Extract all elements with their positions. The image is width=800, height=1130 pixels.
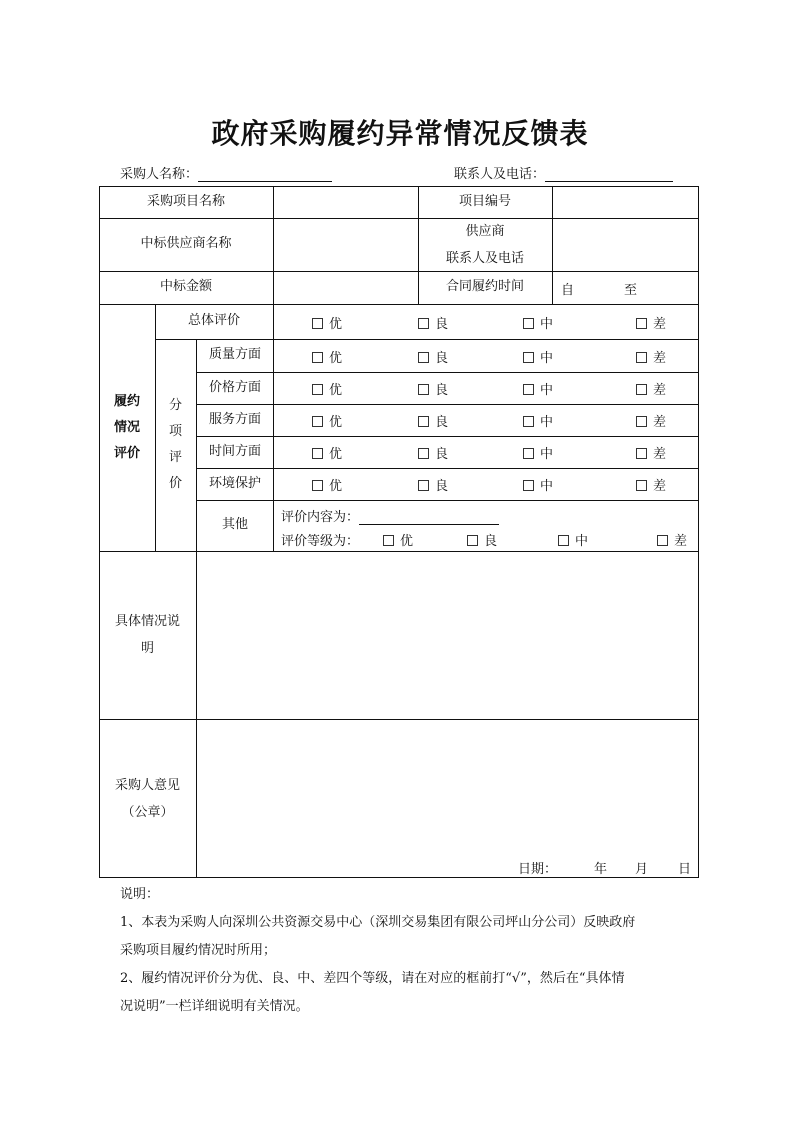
checkbox-icon (383, 535, 394, 546)
project-no-input[interactable] (553, 186, 699, 218)
checkbox-icon (523, 318, 534, 329)
page-title: 政府采购履约异常情况反馈表 (211, 117, 589, 150)
sub-label-line3: 评 (168, 450, 182, 465)
purchaser-label: 采购人名称： (120, 167, 199, 182)
checkbox-icon (312, 448, 323, 459)
checkbox-icon (636, 384, 647, 395)
checkbox-icon (418, 480, 429, 491)
other-grade-excellent[interactable]: 优 (383, 530, 413, 549)
details-input[interactable] (197, 552, 697, 718)
overall-grade-poor[interactable]: 差 (636, 313, 666, 332)
checkbox-icon (523, 352, 534, 363)
details-label-line2: 明 (140, 641, 154, 656)
checkbox-icon (418, 352, 429, 363)
contract-from-label: 自 (561, 283, 575, 298)
environment-grade-poor[interactable]: 差 (636, 475, 666, 494)
purchaser-field (120, 163, 332, 182)
overall-grade-good[interactable]: 良 (418, 313, 448, 332)
service-grade-medium[interactable]: 中 (523, 411, 553, 430)
notes-line1: 1、本表为采购人向深圳公共资源交易中心（深圳交易集团有限公司坪山分公司）反映政府 (120, 915, 636, 930)
project-name-input[interactable] (274, 186, 418, 218)
service-grade-good[interactable]: 良 (418, 411, 448, 430)
sub-eval-label (155, 339, 196, 551)
checkbox-icon (523, 384, 534, 395)
bid-amount-input[interactable] (274, 271, 418, 304)
checkbox-icon (312, 480, 323, 491)
checkbox-icon (312, 416, 323, 427)
supplier-name-label: 中标供应商名称 (140, 236, 232, 252)
environment-grade-medium[interactable]: 中 (523, 475, 553, 494)
sub-label-line1: 分 (168, 398, 182, 413)
price-label: 价格方面 (208, 379, 261, 395)
time-grade-excellent[interactable]: 优 (312, 443, 342, 462)
supplier-contact-input[interactable] (553, 218, 699, 271)
section-label-line2: 情况 (113, 419, 140, 435)
contact-field (454, 163, 673, 182)
project-no-label: 项目编号 (458, 193, 511, 209)
notes-heading: 说明： (120, 887, 160, 902)
contract-to-label: 至 (624, 283, 638, 298)
checkbox-icon (312, 352, 323, 363)
date-label: 日期： (518, 862, 558, 877)
overall-label: 总体评价 (187, 313, 240, 329)
checkbox-icon (312, 384, 323, 395)
date-year: 年 (594, 862, 608, 877)
time-grade-medium[interactable]: 中 (523, 443, 553, 462)
checkbox-icon (558, 535, 569, 546)
opinion-label-line2: （公章） (121, 804, 174, 820)
opinion-input[interactable] (197, 720, 697, 850)
other-grade-medium[interactable]: 中 (558, 530, 588, 549)
service-label: 服务方面 (208, 411, 261, 427)
section-label-line1: 履约 (113, 393, 140, 409)
quality-grade-good[interactable]: 良 (418, 347, 448, 366)
checkbox-icon (418, 384, 429, 395)
checkbox-icon (523, 416, 534, 427)
supplier-contact-line1: 供应商 (465, 223, 505, 239)
other-grade-label: 评价等级为： (281, 534, 360, 549)
notes-line3: 2、履约情况评价分为优、良、中、差四个等级，请在对应的框前打“√”，然后在“具体情 (120, 971, 625, 986)
service-grade-excellent[interactable]: 优 (312, 411, 342, 430)
project-name-label: 采购项目名称 (146, 193, 225, 209)
purchaser-blank[interactable] (198, 167, 332, 182)
quality-grade-poor[interactable]: 差 (636, 347, 666, 366)
checkbox-icon (657, 535, 668, 546)
checkbox-icon (636, 318, 647, 329)
sub-label-line2: 项 (168, 424, 182, 439)
opinion-label (99, 719, 196, 878)
checkbox-icon (418, 416, 429, 427)
sub-label-line4: 价 (168, 476, 182, 491)
service-grade-poor[interactable]: 差 (636, 411, 666, 430)
contract-time-label: 合同履约时间 (445, 279, 524, 295)
quality-grade-excellent[interactable]: 优 (312, 347, 342, 366)
time-label: 时间方面 (208, 443, 261, 459)
price-grade-good[interactable]: 良 (418, 379, 448, 398)
opinion-label-line1: 采购人意见 (114, 777, 180, 793)
price-grade-medium[interactable]: 中 (523, 379, 553, 398)
checkbox-icon (467, 535, 478, 546)
time-grade-poor[interactable]: 差 (636, 443, 666, 462)
price-grade-poor[interactable]: 差 (636, 379, 666, 398)
other-grade-poor[interactable]: 差 (657, 530, 687, 549)
environment-label: 环境保护 (208, 475, 261, 491)
time-grade-good[interactable]: 良 (418, 443, 448, 462)
checkbox-icon (312, 318, 323, 329)
checkbox-icon (523, 448, 534, 459)
bid-amount-label: 中标金额 (159, 279, 212, 295)
notes-line4: 况说明”一栏详细说明有关情况。 (120, 999, 309, 1014)
other-content-blank[interactable] (359, 510, 499, 525)
notes-line2: 采购项目履约情况时所用； (120, 943, 277, 958)
checkbox-icon (636, 416, 647, 427)
price-grade-excellent[interactable]: 优 (312, 379, 342, 398)
details-label-line1: 具体情况说 (114, 614, 180, 629)
checkbox-icon (418, 318, 429, 329)
checkbox-icon (418, 448, 429, 459)
date-day: 日 (678, 862, 692, 877)
supplier-contact-line2: 联系人及电话 (445, 250, 524, 266)
other-content-label: 评价内容为： (281, 510, 360, 525)
performance-section-label (99, 304, 155, 551)
checkbox-icon (523, 480, 534, 491)
other-label: 其他 (221, 517, 248, 533)
checkbox-icon (636, 448, 647, 459)
other-content-field (281, 506, 499, 525)
environment-grade-excellent[interactable]: 优 (312, 475, 342, 494)
overall-grade-excellent[interactable]: 优 (312, 313, 342, 332)
contact-label: 联系人及电话： (454, 167, 546, 182)
quality-grade-medium[interactable]: 中 (523, 347, 553, 366)
contact-blank[interactable] (545, 167, 673, 182)
environment-grade-good[interactable]: 良 (418, 475, 448, 494)
other-grade-good[interactable]: 良 (467, 530, 497, 549)
supplier-contact-label (418, 218, 552, 271)
overall-grade-medium[interactable]: 中 (523, 313, 553, 332)
date-month: 月 (635, 862, 649, 877)
checkbox-icon (636, 352, 647, 363)
supplier-name-input[interactable] (274, 218, 418, 271)
checkbox-icon (636, 480, 647, 491)
quality-label: 质量方面 (208, 347, 261, 363)
details-label (99, 551, 196, 719)
section-label-line3: 评价 (113, 445, 140, 461)
